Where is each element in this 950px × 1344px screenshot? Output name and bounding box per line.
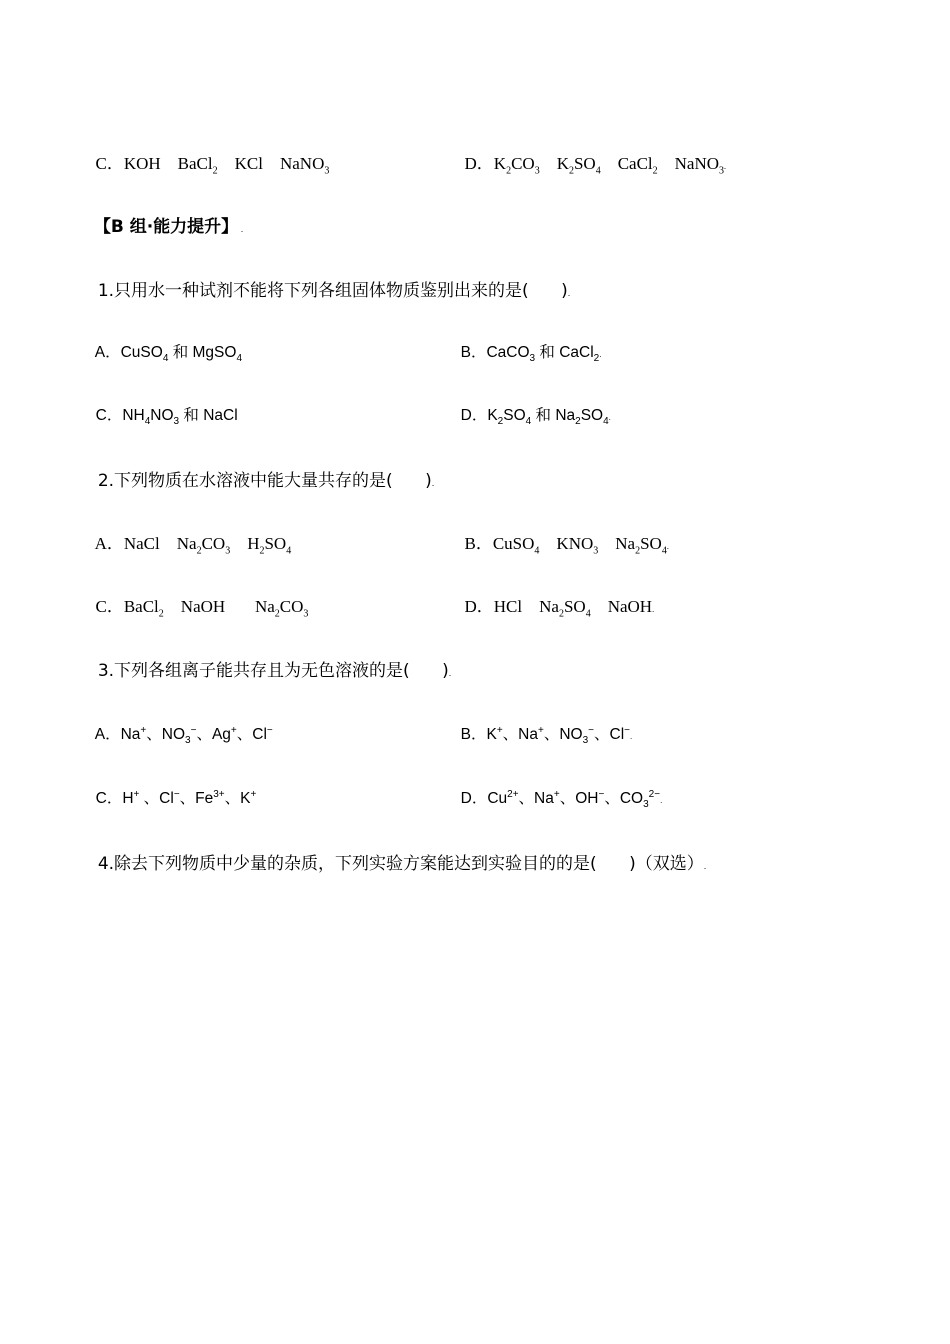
- superscript: +: [133, 788, 140, 800]
- option-text: A．Na: [94, 726, 141, 743]
- option-text: SO: [580, 407, 604, 424]
- question-4: [87, 834, 706, 877]
- end-mark: .: [652, 605, 655, 614]
- superscript: 2+: [507, 788, 519, 800]
- subscript: 4: [236, 353, 242, 365]
- end-mark: .: [608, 413, 611, 422]
- option-text: SO: [503, 407, 526, 424]
- superscript: −: [173, 788, 180, 800]
- q2-option-c: [87, 577, 309, 620]
- superscript: 3+: [213, 788, 225, 800]
- option-text: 、CO: [604, 790, 644, 807]
- option-text: B．CuSO: [464, 534, 535, 553]
- subscript: 3: [529, 353, 536, 365]
- close-paren: ): [629, 854, 636, 874]
- subscript: 2: [497, 416, 504, 428]
- q3-option-c: [87, 769, 256, 809]
- option-text: K: [556, 154, 569, 173]
- subscript: 2: [558, 608, 564, 620]
- superscript: −: [624, 724, 630, 736]
- question-2: 2.下列物质在水溶液中能大量共存的是( ).: [97, 471, 435, 491]
- option-text: 、OH: [559, 790, 599, 807]
- option-text: C．NH: [95, 407, 145, 424]
- subscript: 2: [196, 545, 202, 557]
- superscript: +: [553, 788, 560, 800]
- question-stem: 4.除去下列物质中少量的杂质，下列实验方案能达到实验目的的是(: [97, 854, 597, 874]
- end-mark: .: [660, 796, 663, 805]
- option-text: 、NO: [146, 726, 186, 743]
- subscript: 2: [212, 165, 218, 177]
- option-c-top: [87, 134, 330, 177]
- option-text: Na: [254, 597, 275, 616]
- option-text: C．KOH: [95, 154, 161, 173]
- option-text: B．K: [460, 726, 497, 743]
- q1-option-c: [87, 386, 238, 426]
- option-text: NaNO: [279, 154, 325, 173]
- question-stem: 3.下列各组离子能共存且为无色溶液的是(: [97, 661, 410, 681]
- subscript: 3: [185, 735, 191, 747]
- option-text: D．K: [460, 407, 498, 424]
- option-text: 、Cl: [236, 726, 267, 743]
- section-title-text: 【B 组·能力提升】: [93, 217, 239, 237]
- subscript: 4: [286, 545, 292, 557]
- option-text: SO: [573, 154, 596, 173]
- close-paren: ): [442, 661, 449, 681]
- subscript: 2: [158, 608, 164, 620]
- superscript: −: [598, 788, 605, 800]
- superscript: −: [588, 724, 594, 736]
- q2-option-d: [456, 577, 654, 620]
- option-text: Na: [176, 534, 197, 553]
- subscript: 2: [259, 545, 265, 557]
- option-text: NaOH: [607, 597, 653, 616]
- option-text: 和 MgSO: [168, 344, 237, 361]
- option-text: C．H: [95, 790, 134, 807]
- option-text: KCl: [234, 154, 263, 173]
- close-paren: ): [425, 471, 432, 491]
- section-title: 【B 组·能力提升】 .: [93, 217, 244, 237]
- option-text: SO: [640, 534, 662, 553]
- subscript: 4: [162, 353, 169, 365]
- option-text: 、Ag: [196, 726, 231, 743]
- superscript: +: [496, 724, 503, 736]
- subscript: 2: [568, 165, 574, 177]
- option-text: BaCl: [177, 154, 213, 173]
- end-mark: .: [703, 862, 707, 871]
- question-stem: 1.只用水一种试剂不能将下列各组固体物质鉴别出来的是(: [97, 281, 529, 301]
- subscript: 3: [225, 545, 231, 557]
- option-text: 、K: [224, 790, 251, 807]
- superscript: −: [266, 724, 273, 736]
- superscript: +: [230, 724, 237, 736]
- subscript: 3: [582, 735, 589, 747]
- option-text: SO: [264, 534, 287, 553]
- option-text: KNO: [556, 534, 594, 553]
- subscript: 3: [719, 165, 725, 177]
- option-text: 、Cl: [594, 726, 625, 743]
- option-text: 、Cl: [139, 790, 174, 807]
- close-paren: ): [561, 281, 568, 301]
- option-text: 和 CaCl: [535, 344, 594, 361]
- subscript: 4: [661, 545, 667, 557]
- subscript: 3: [593, 545, 599, 557]
- option-text: 和 Na: [531, 407, 576, 424]
- superscript: +: [140, 724, 147, 736]
- subscript: 2: [274, 608, 280, 620]
- question-1: 1.只用水一种试剂不能将下列各组固体物质鉴别出来的是( ).: [97, 281, 571, 301]
- q2-option-a: [87, 514, 292, 557]
- end-mark: .: [629, 732, 633, 741]
- subscript: 4: [595, 165, 601, 177]
- subscript: 4: [525, 416, 532, 428]
- option-text: NO: [150, 407, 174, 424]
- subscript: 2: [575, 416, 581, 428]
- q2-option-b: [456, 514, 669, 557]
- option-text: A．CuSO: [94, 344, 163, 361]
- end-mark: .: [724, 162, 727, 171]
- option-text: 和 NaCl: [179, 407, 238, 424]
- option-text: CO: [279, 597, 304, 616]
- option-text: NaNO: [674, 154, 720, 173]
- subscript: 4: [603, 416, 609, 428]
- option-text: CO: [511, 154, 535, 173]
- option-text: 、Fe: [179, 790, 214, 807]
- option-text: CaCl: [617, 154, 653, 173]
- option-text: D．K: [464, 154, 507, 173]
- q3-option-d: [452, 769, 662, 811]
- q1-option-d: [452, 386, 611, 428]
- subscript: 2: [506, 165, 512, 177]
- subscript: 4: [144, 416, 151, 428]
- subscript: 4: [585, 608, 591, 620]
- question-stem: 2.下列物质在水溶液中能大量共存的是(: [97, 471, 393, 491]
- q3-option-a: [87, 705, 273, 745]
- option-text: D．HCl: [464, 597, 523, 616]
- option-text: A．NaCl: [94, 534, 160, 553]
- superscript: +: [537, 724, 544, 736]
- superscript: +: [250, 788, 257, 800]
- option-text: 、Na: [502, 726, 538, 743]
- subscript: 3: [173, 416, 180, 428]
- subscript: 2: [652, 165, 658, 177]
- subscript: 3: [324, 165, 330, 177]
- option-text: 、Na: [518, 790, 554, 807]
- subscript: 4: [534, 545, 540, 557]
- subscript: 3: [643, 799, 649, 811]
- superscript: 2−: [648, 788, 661, 800]
- subscript: 2: [593, 353, 600, 365]
- end-mark: .: [666, 542, 669, 551]
- option-text: H: [247, 534, 260, 553]
- q1-option-a: [87, 323, 242, 363]
- option-text: C．BaCl: [95, 597, 159, 616]
- end-mark: .: [599, 350, 602, 359]
- option-text: NaOH: [180, 597, 226, 616]
- q1-option-b: [452, 323, 601, 365]
- option-text: Na: [615, 534, 636, 553]
- option-text: SO: [563, 597, 586, 616]
- option-d-top: [456, 134, 726, 177]
- subscript: 2: [635, 545, 641, 557]
- superscript: −: [190, 724, 197, 736]
- option-text: 、NO: [543, 726, 583, 743]
- option-text: B．CaCO: [460, 344, 530, 361]
- question-3: 3.下列各组离子能共存且为无色溶液的是( ).: [97, 661, 452, 681]
- subscript: 3: [534, 165, 540, 177]
- q3-option-b: [452, 705, 632, 747]
- subscript: 3: [303, 608, 309, 620]
- option-text: CO: [201, 534, 226, 553]
- option-text: Na: [539, 597, 559, 616]
- option-text: D．Cu: [460, 790, 508, 807]
- question-note: （双选）: [635, 854, 704, 874]
